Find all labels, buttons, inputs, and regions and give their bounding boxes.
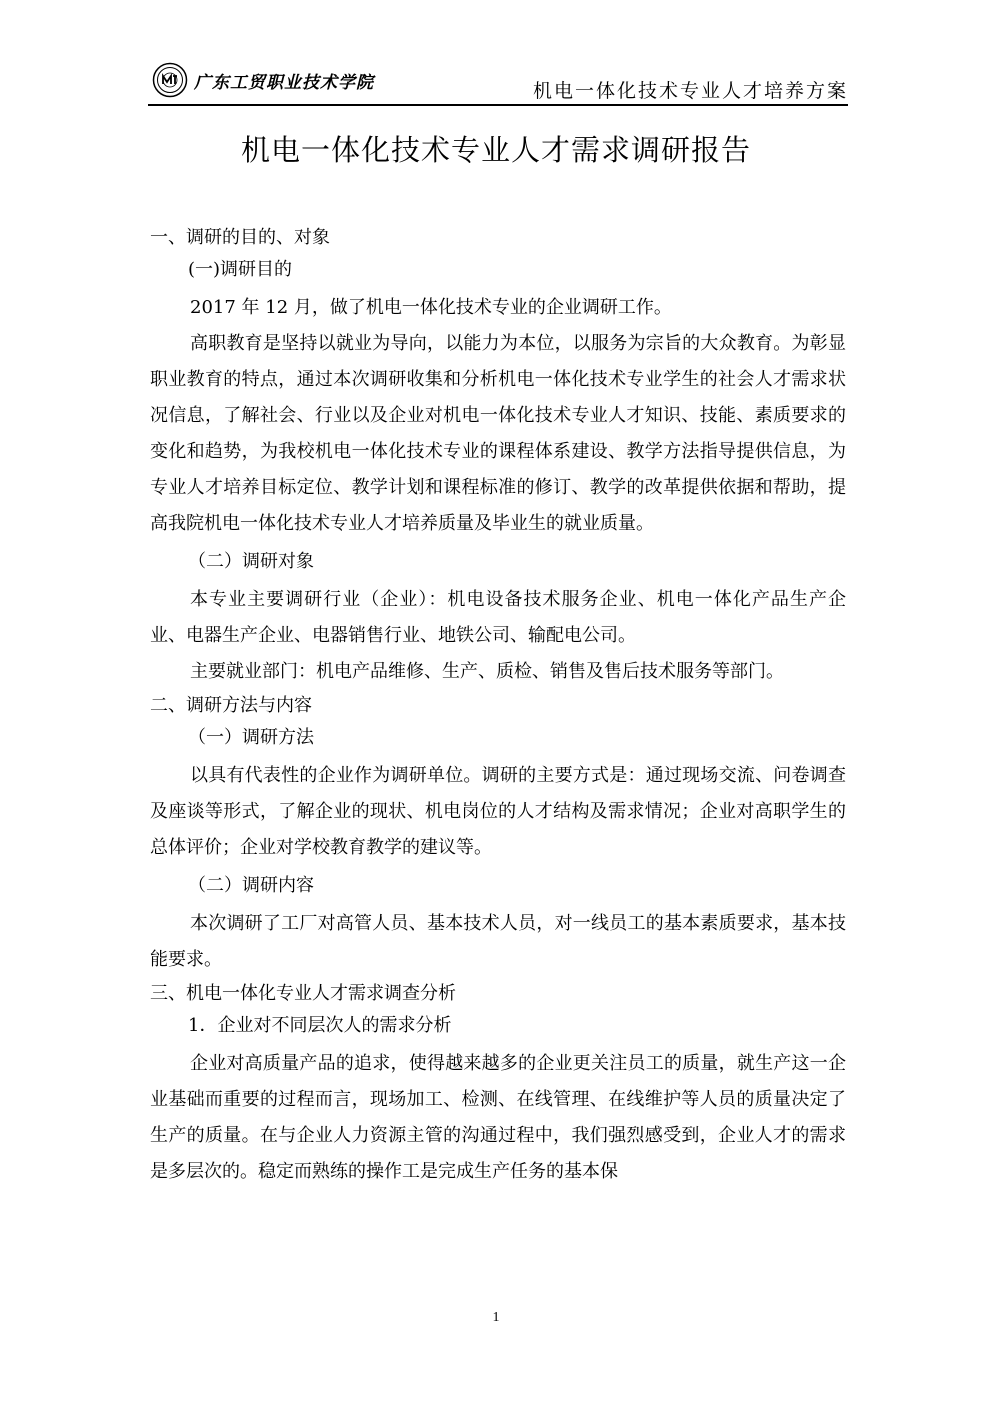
section-heading-2: 二、调研方法与内容 [150,695,312,716]
paragraph: 本次调研了工厂对高管人员、基本技术人员，对一线员工的基本素质要求，基本技能要求。 [150,913,846,970]
paragraph: 2017 年 12 月，做了机电一体化技术专业的企业调研工作。 [190,297,672,318]
paragraph: 企业对高质量产品的追求，使得越来越多的企业更关注员工的质量，就生产这一企业基础而重要的过程而言，现场加工、检测、在线管理、在线维护等人员的质量决定了生产的质量。在与企业人力资源主管的沟通过程中，我们强烈感受到，企业人才的需求是多层次的。稳定而熟练的操作工是完成生产任务的基本保 [150,1053,846,1182]
school-logo [152,62,374,98]
paragraph: 本专业主要调研行业（企业）：机电设备技术服务企业、机电一体化产品生产企业、电器生产企业、电器销售行业、地铁公司、输配电公司。 [150,589,846,646]
school-name: 广东工贸职业技术学院 [194,72,374,93]
subsection-heading-methods: （一）调研方法 [188,727,314,748]
header-divider [148,104,848,106]
page-header [148,58,848,106]
subsection-heading-content: （二）调研内容 [188,875,314,896]
paragraph: 高职教育是坚持以就业为导向，以能力为本位，以服务为宗旨的大众教育。为彰显职业教育的特点，通过本次调研收集和分析机电一体化技术专业学生的社会人才需求状况信息，了解社会、行业以及企业对机电一体化技术专业人才知识、技能、素质要求的变化和趋势，为我校机电一体化技术专业的课程体系建设、教学方法指导提供信息，为专业人才培养目标定位、教学计划和课程标准的修订、教学的改革提供依据和帮助，提高我院机电一体化技术专业人才培养质量及毕业生的就业质量。 [150,333,846,534]
header-document-name: 机电一体化技术专业人才培养方案 [532,80,848,102]
page-title: 机电一体化技术专业人才需求调研报告 [240,133,751,167]
document-body [150,222,846,1190]
subsection-heading-demand: 1．企业对不同层次人的需求分析 [188,1015,452,1036]
subsection-heading-purpose: (一)调研目的 [188,259,293,280]
school-seal-icon [152,62,188,98]
paragraph: 以具有代表性的企业作为调研单位。调研的主要方式是：通过现场交流、问卷调查及座谈等形式，了解企业的现状、机电岗位的人才结构及需求情况；企业对高职学生的总体评价；企业对学校教育教学的建议等。 [150,765,846,858]
paragraph: 主要就业部门：机电产品维修、生产、质检、销售及售后技术服务等部门。 [190,661,784,682]
page-number: 1 [492,1310,500,1325]
section-heading-1: 一、调研的目的、对象 [150,227,330,248]
section-heading-3: 三、机电一体化专业人才需求调查分析 [150,983,456,1004]
subsection-heading-targets: （二）调研对象 [188,551,314,572]
